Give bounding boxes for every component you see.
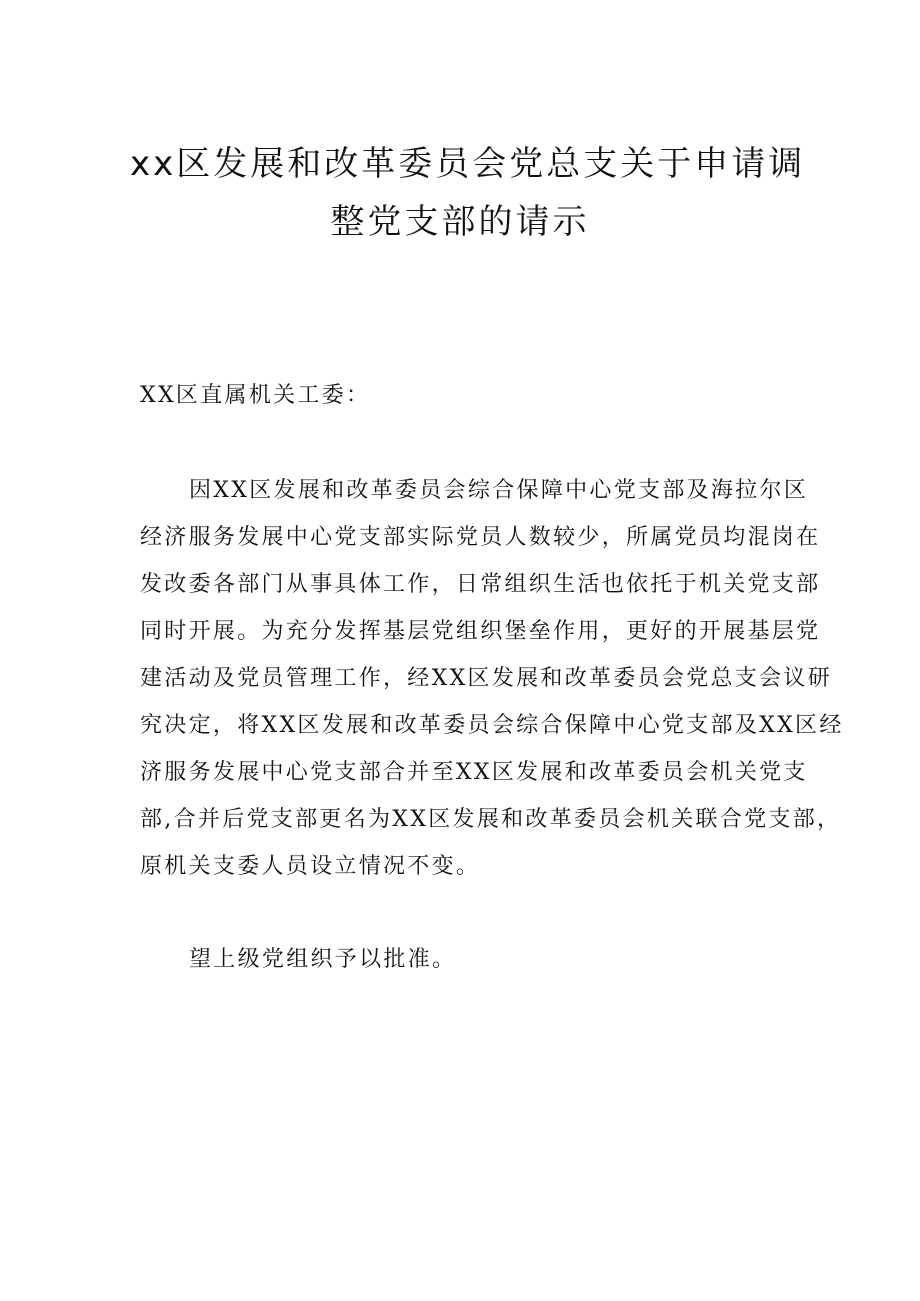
body-line: 因XX区发展和改革委员会综合保障中心党支部及海拉尔区 bbox=[189, 478, 809, 503]
body-line: 同时开展。为充分发挥基层党组织堡垒作用，更好的开展基层党 bbox=[140, 619, 821, 644]
salutation: XX区直属机关工委： bbox=[140, 383, 371, 408]
document-title-line-1: xx区发展和改革委员会党总支关于申请调 bbox=[130, 144, 806, 184]
body-line: 济服务发展中心党支部合并至XX区发展和改革委员会机关党支 bbox=[140, 760, 808, 785]
body-line: 部,合并后党支部更名为XX区发展和改革委员会机关联合党支部， bbox=[140, 807, 842, 832]
body-line: 建活动及党员管理工作，经XX区发展和改革委员会党总支会议研 bbox=[140, 666, 833, 691]
document-title-line-2: 整党支部的请示 bbox=[330, 202, 590, 242]
body-line: 究决定，将XX区发展和改革委员会综合保障中心党支部及XX区经 bbox=[140, 713, 844, 738]
body-line: 发改委各部门从事具体工作，日常组织生活也依托于机关党支部 bbox=[140, 572, 821, 597]
closing-line: 望上级党组织予以批准。 bbox=[189, 947, 457, 972]
body-line: 原机关支委人员设立情况不变。 bbox=[140, 854, 481, 879]
body-line: 经济服务发展中心党支部实际党员人数较少，所属党员均混岗在 bbox=[140, 525, 821, 550]
